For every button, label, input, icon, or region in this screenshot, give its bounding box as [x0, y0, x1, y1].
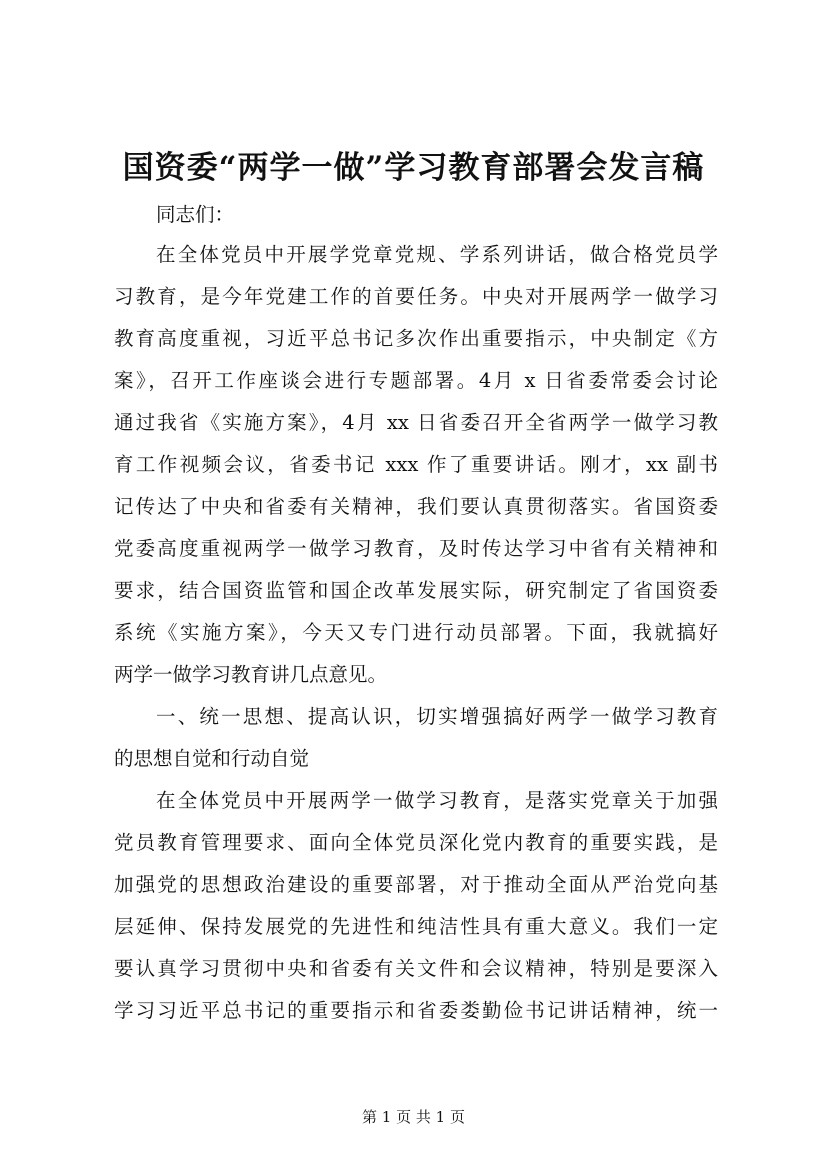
body-line: 案》，召开工作座谈会进行专题部署。4月 x 日省委常委会讨论	[114, 369, 718, 392]
body-line: 要认真学习贯彻中央和省委有关文件和会议精神，特别是要深入	[114, 957, 718, 980]
body-line: 党员教育管理要求、面向全体党员深化党内教育的重要实践，是	[114, 831, 718, 854]
document-title: 国资委“两学一做”学习教育部署会发言稿	[122, 150, 705, 186]
page-number-footer: 第 1 页 共 1 页	[362, 1108, 465, 1126]
section-heading-line: 一、统一思想、提高认识，切实增强搞好两学一做学习教育	[156, 705, 718, 728]
body-line: 育工作视频会议，省委书记 xxx 作了重要讲话。刚才，xx 副书	[114, 453, 718, 476]
body-line: 记传达了中央和省委有关精神，我们要认真贯彻落实。省国资委	[114, 495, 718, 518]
greeting-line: 同志们：	[156, 203, 235, 226]
body-line: 教育高度重视，习近平总书记多次作出重要指示，中央制定《方	[114, 327, 718, 350]
body-line: 党委高度重视两学一做学习教育，及时传达学习中省有关精神和	[114, 537, 718, 560]
body-line: 系统《实施方案》，今天又专门进行动员部署。下面，我就搞好	[114, 621, 718, 644]
body-line: 层延伸、保持发展党的先进性和纯洁性具有重大意义。我们一定	[114, 915, 718, 938]
body-line: 通过我省《实施方案》，4月 xx 日省委召开全省两学一做学习教	[114, 411, 718, 434]
body-line: 学习习近平总书记的重要指示和省委娄勤俭书记讲话精神，统一	[114, 999, 718, 1022]
body-line: 在全体党员中开展两学一做学习教育，是落实党章关于加强	[156, 789, 718, 812]
section-heading-line: 的思想自觉和行动自觉	[114, 747, 310, 770]
body-line: 加强党的思想政治建设的重要部署，对于推动全面从严治党向基	[114, 873, 718, 896]
body-line: 要求，结合国资监管和国企改革发展实际，研究制定了省国资委	[114, 579, 718, 602]
body-line: 在全体党员中开展学党章党规、学系列讲话，做合格党员学	[156, 243, 718, 266]
body-line: 两学一做学习教育讲几点意见。	[114, 663, 388, 686]
body-line: 习教育，是今年党建工作的首要任务。中央对开展两学一做学习	[114, 285, 718, 308]
